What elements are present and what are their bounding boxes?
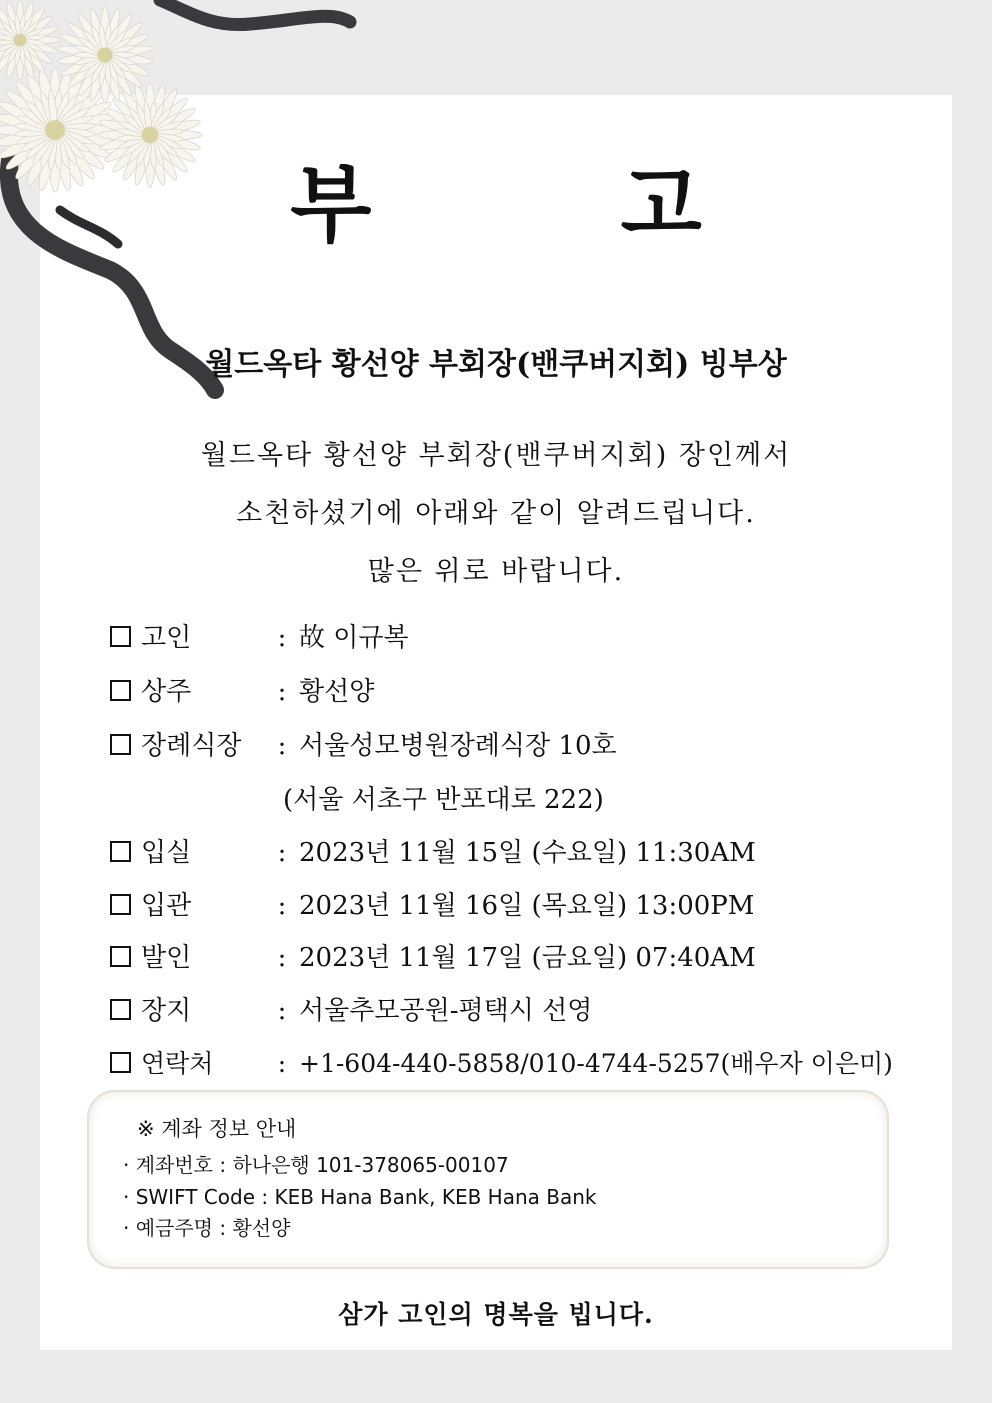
detail-value: 故 이규복: [299, 623, 409, 653]
detail-separator: :: [277, 891, 287, 921]
funeral-hall-address: (서울 서초구 반포대로 222): [283, 785, 604, 815]
account-number: · 계좌번호 : 하나은행 101-378065-00107: [123, 1153, 509, 1177]
detail-label: 입관: [141, 891, 192, 921]
detail-funeral-hall: [110, 726, 617, 766]
checkbox-icon: [110, 734, 131, 755]
detail-value: 서울추모공원-평택시 선영: [299, 996, 593, 1026]
account-swift-code: · SWIFT Code : KEB Hana Bank, KEB Hana Bank: [123, 1185, 597, 1209]
detail-encoffining: [110, 886, 754, 926]
detail-separator: :: [277, 677, 287, 707]
detail-value: 2023년 11월 16일 (목요일) 13:00PM: [299, 891, 755, 921]
detail-chief-mourner: [110, 672, 374, 712]
detail-value: 2023년 11월 15일 (수요일) 11:30AM: [299, 838, 756, 868]
intro-line-1: 월드옥타 황선양 부회장(밴쿠버지회) 장인께서: [200, 440, 792, 471]
account-info-box: [87, 1090, 889, 1269]
detail-label: 연락처: [141, 1049, 214, 1078]
detail-label: 발인: [141, 943, 192, 973]
checkbox-icon: [110, 626, 131, 647]
detail-separator: :: [277, 838, 287, 868]
black-ribbon-icon: [160, 0, 350, 25]
checkbox-icon: [110, 946, 131, 967]
detail-separator: :: [277, 1049, 287, 1078]
detail-deceased: [110, 618, 409, 658]
detail-separator: :: [277, 731, 287, 761]
detail-departure: [110, 938, 756, 978]
checkbox-icon: [110, 999, 131, 1020]
chrysanthemum-icon: [0, 0, 60, 80]
intro-line-3: 많은 위로 바랍니다.: [367, 556, 625, 587]
detail-label: 고인: [141, 623, 192, 653]
checkbox-icon: [110, 1052, 131, 1073]
account-holder: · 예금주명 : 황선양: [123, 1216, 291, 1240]
notice-title: 부 고: [290, 155, 812, 254]
detail-separator: :: [277, 623, 287, 653]
detail-label: 장례식장: [141, 731, 242, 761]
intro-line-2: 소천하셨기에 아래와 같이 알려드립니다.: [236, 498, 756, 529]
account-heading: ※ 계좌 정보 안내: [137, 1117, 297, 1141]
detail-value: +1-604-440-5858/010-4744-5257(배우자 이은미): [299, 1049, 893, 1078]
detail-admission: [110, 833, 756, 873]
detail-value: 서울성모병원장례식장 10호: [299, 731, 617, 761]
checkbox-icon: [110, 680, 131, 701]
detail-separator: :: [277, 996, 287, 1026]
detail-burial-site: [110, 991, 592, 1031]
closing-message: 삼가 고인의 명복을 빕니다.: [338, 1300, 654, 1329]
checkbox-icon: [110, 894, 131, 915]
detail-label: 장지: [141, 996, 192, 1026]
detail-value: 황선양: [299, 677, 375, 707]
notice-subtitle: 월드옥타 황선양 부회장(밴쿠버지회) 빙부상: [205, 347, 787, 382]
detail-label: 상주: [141, 677, 192, 707]
detail-separator: :: [277, 943, 287, 973]
checkbox-icon: [110, 841, 131, 862]
detail-contact: [110, 1044, 893, 1084]
detail-label: 입실: [141, 838, 192, 868]
detail-value: 2023년 11월 17일 (금요일) 07:40AM: [299, 943, 756, 973]
